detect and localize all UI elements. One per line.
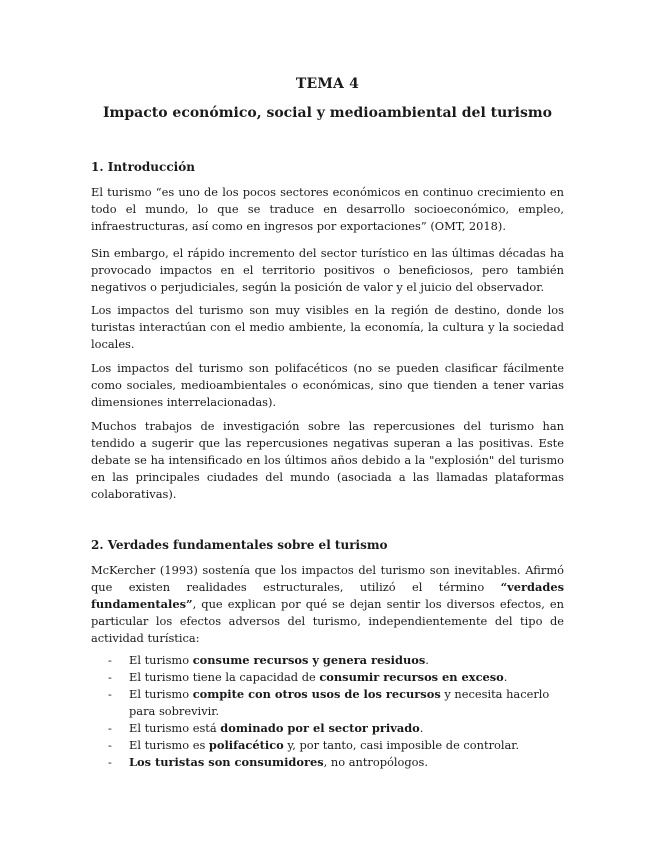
list-item — [91, 754, 564, 771]
document-subtitle: Impacto económico, social y medioambiental del turismo — [102, 105, 553, 121]
bullet-dash: - — [108, 653, 112, 667]
intro-text: McKercher (1993) sostenía que los impactos del turismo son inevitables. Afirmó que existen realidades estructurales, utilizó el término — [91, 563, 564, 594]
bullet-bold: Los turistas son consumidores — [129, 755, 324, 769]
paragraph: Sin embargo, el rápido incremento del sector turístico en las últimas décadas ha provocado impactos en el territorio positivos o beneficiosos, pero también negativos o perjudiciales, según la posición de valor y el juicio del observador. — [91, 246, 564, 294]
bullet-text-end: . — [503, 670, 508, 684]
bullet-dash: - — [108, 687, 112, 701]
bullet-dash: - — [108, 670, 112, 684]
bullet-dash: - — [108, 721, 112, 735]
intro-bold-term: “verdades fundamentales” — [91, 580, 564, 611]
document-title: TEMA 4 — [295, 76, 360, 92]
section-1-heading: 1. Introducción — [91, 160, 195, 174]
bullet-text-end: . — [419, 721, 424, 735]
paragraph: Los impactos del turismo son polifacéticos (no se pueden clasificar fácilmente como sociales, medioambientales o económicas, sino que tienden a tener varias dimensiones interrelacionadas). — [91, 361, 564, 409]
bullet-text-end: y necesita hacerlo para sobrevivir. — [129, 687, 550, 718]
section-2-heading: 2. Verdades fundamentales sobre el turismo — [91, 538, 388, 552]
bullet-dash: - — [108, 738, 112, 752]
list-item — [91, 686, 564, 720]
bullet-text-end: y, por tanto, casi imposible de controlar. — [283, 738, 520, 752]
paragraph: El turismo “es uno de los pocos sectores económicos en continuo crecimiento en todo el mundo, lo que se traduce en desarrollo socioeconómico, empleo, infraestructuras, así como en ingresos por exportaciones” (OMT, 2018). — [91, 185, 564, 233]
fundamental-truths-list — [91, 652, 564, 771]
bullet-dash: - — [108, 755, 112, 769]
bullet-text-end: . — [425, 653, 429, 667]
section-2-intro — [91, 562, 564, 647]
bullet-text: El turismo — [129, 687, 193, 701]
bullet-text-end: , no antropólogos. — [323, 755, 429, 769]
paragraph: Muchos trabajos de investigación sobre las repercusiones del turismo han tendido a sugerir que las repercusiones negativas superan a las positivas. Este debate se ha intensificado en los últimos años debido a la "explosión" del turismo en las principales ciudades del mundo (asociada a las llamadas plataformas colaborativas). — [91, 419, 564, 501]
bullet-bold: consume recursos y genera residuos — [192, 653, 426, 667]
bullet-text: El turismo tiene la capacidad de — [129, 670, 320, 684]
list-item — [91, 737, 564, 754]
bullet-bold: dominado por el sector privado — [220, 721, 420, 735]
bullet-text: El turismo está — [129, 721, 221, 735]
bullet-bold: compite con otros usos de los recursos — [192, 687, 441, 701]
list-item — [91, 720, 564, 737]
bullet-text: El turismo — [129, 653, 193, 667]
paragraph: Los impactos del turismo son muy visibles en la región de destino, donde los turistas interactúan con el medio ambiente, la economía, la cultura y la sociedad locales. — [91, 303, 564, 351]
bullet-bold: consumir recursos en exceso — [319, 670, 504, 684]
list-item — [91, 669, 564, 686]
bullet-bold: polifacético — [208, 738, 284, 752]
intro-text-end: , que explican por qué se dejan sentir los diversos efectos, en particular los efectos adversos del turismo, independientemente del tipo de actividad turística: — [91, 597, 564, 645]
list-item — [91, 652, 564, 669]
bullet-text: El turismo es — [129, 738, 209, 752]
